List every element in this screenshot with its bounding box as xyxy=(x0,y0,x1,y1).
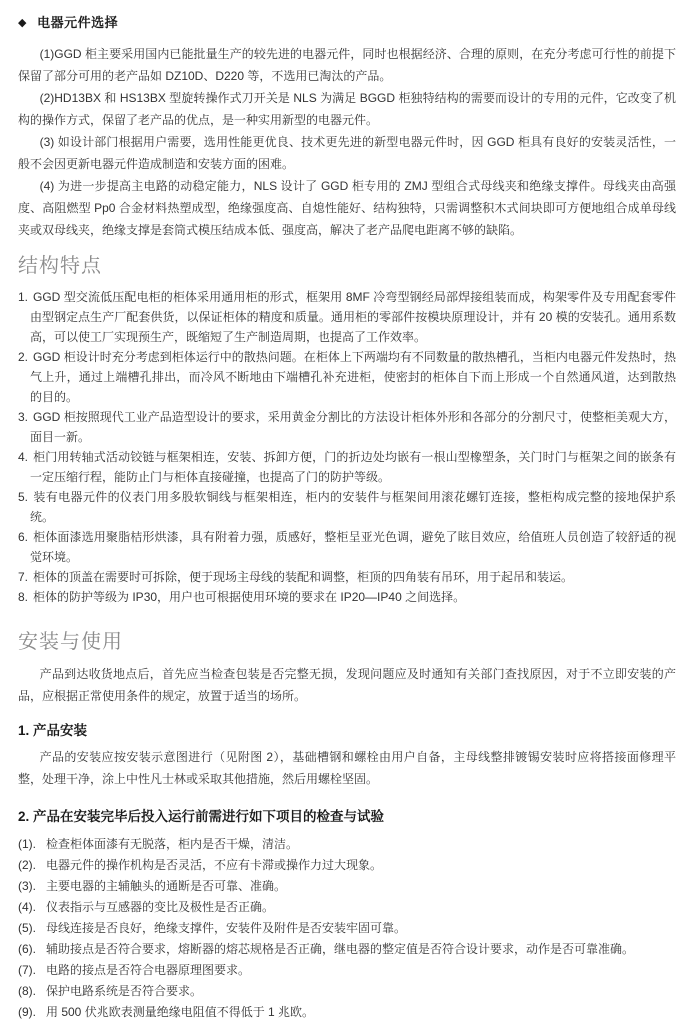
install-intro-paragraph: 产品到达收货地点后，首先应当检查包装是否完整无损，发现问题应及时通知有关部门查找原因，对于不立即安装的产品，应根据正常使用条件的规定，放置于适当的场所。 xyxy=(18,667,676,703)
check-item-2-text: 电器元件的操作机构是否灵活，不应有卡滞或操作力过大现象。 xyxy=(46,858,383,872)
check-item-4-number: (4). xyxy=(18,900,36,914)
check-item-1 xyxy=(18,834,676,854)
structure-item-1-number: 1. xyxy=(18,290,29,304)
structure-item-2-text: GGD 柜设计时充分考虑到柜体运行中的散热问题。在柜体上下两端均有不同数量的散热槽孔，当柜内电器元件发热时，热气上升，通过上端槽孔排出，而冷风不断地由下端槽孔补充进柜，使密封的柜体自下而上形成一个自然通风道，达到散热的目的。 xyxy=(30,350,676,404)
structure-item-4-number: 4. xyxy=(18,450,29,464)
install-sub2-title: 2. 产品在安装完毕后投入运行前需进行如下项目的检查与试验 xyxy=(18,809,385,824)
section-title-components-label: 电器元件选择 xyxy=(37,15,119,30)
structure-item-4-text: 柜门用转轴式活动铰链与框架相连，安装、拆卸方便，门的折边处均嵌有一根山型橡塑条，关门时门与框架之间的嵌条有一定压缩行程，能防止门与柜体直接碰撞，也提高了门的防护等级。 xyxy=(30,450,676,484)
check-item-2 xyxy=(18,855,676,875)
structure-item-4 xyxy=(18,447,676,487)
structure-item-7 xyxy=(18,567,676,587)
structure-item-3 xyxy=(18,407,676,447)
structure-item-2-number: 2. xyxy=(18,350,29,364)
components-paragraph-4: (4) 为进一步提高主电路的动稳定能力，NLS 设计了 GGD 柜专用的 ZMJ 型组合式母线夹和绝缘支撑件。母线夹由高强度、高阻燃型 Pp0 合金材料热塑成型，绝缘强度高、自熄性能好、结构独特，只需调整积木式间块即可方便地组合成单母线夹或双母线夹，绝缘支撑是套筒式模压结成本低、强度高，解决了老产品爬电距离不够的缺陷。 xyxy=(18,179,676,237)
structure-item-7-number: 7. xyxy=(18,570,29,584)
check-item-4-text: 仪表指示与互感器的变比及极性是否正确。 xyxy=(46,900,275,914)
diamond-bullet-icon: ◆ xyxy=(18,17,27,29)
install-sub1-title: 1. 产品安装 xyxy=(18,723,88,738)
structure-item-8 xyxy=(18,587,676,607)
structure-item-1-text: GGD 型交流低压配电柜的柜体采用通用柜的形式，框架用 8MF 冷弯型钢经局部焊接组装而成，构架零件及专用配套零件由型钢定点生产厂配套供货，以保证柜体的精度和质量。通用柜的零部件按模块原理设计，并有 20 模的安装孔。通用系数高，可以使工厂实现预生产，既缩短了生产制造周期，也提高了工作效率。 xyxy=(30,290,676,344)
check-item-5-text: 母线连接是否良好，绝缘支撑件，安装件及附件是否安装牢固可靠。 xyxy=(46,921,407,935)
check-item-7 xyxy=(18,960,676,980)
check-item-3 xyxy=(18,876,676,896)
check-item-6-number: (6). xyxy=(18,942,36,956)
structure-item-5 xyxy=(18,487,676,527)
check-item-6 xyxy=(18,939,676,959)
check-item-5 xyxy=(18,918,676,938)
check-item-3-number: (3). xyxy=(18,879,36,893)
structure-item-1 xyxy=(18,287,676,347)
check-item-7-text: 电路的接点是否符合电器原理图要求。 xyxy=(46,963,251,977)
structure-item-2 xyxy=(18,347,676,407)
check-item-8-text: 保护电路系统是否符合要求。 xyxy=(46,984,203,998)
components-paragraph-1: (1)GGD 柜主要采用国内已能批量生产的较先进的电器元件，同时也根据经济、合理的原则，在充分考虑可行性的前提下保留了部分可用的老产品如 DZ10D、D220 等，不选用已淘汰的产品。 xyxy=(18,47,676,83)
structure-item-6-text: 柜体面漆选用聚脂桔形烘漆，具有附着力强，质感好，整柜呈亚光色调，避免了眩目效应，给值班人员创造了较舒适的视觉环境。 xyxy=(30,530,676,564)
check-item-8 xyxy=(18,981,676,1001)
check-item-1-text: 检查柜体面漆有无脱落，柜内是否干燥，清洁。 xyxy=(46,837,299,851)
section-title-components xyxy=(18,12,676,31)
structure-item-5-number: 5. xyxy=(18,490,29,504)
section-title-install: 安装与使用 xyxy=(18,631,123,653)
check-item-9-number: (9). xyxy=(18,1005,36,1019)
structure-item-7-text: 柜体的顶盖在需要时可拆除，便于现场主母线的装配和调整，柜顶的四角装有吊环，用于起吊和装运。 xyxy=(33,570,574,584)
check-item-9 xyxy=(18,1002,676,1022)
structure-item-3-number: 3. xyxy=(18,410,29,424)
check-item-8-number: (8). xyxy=(18,984,36,998)
components-paragraph-2: (2)HD13BX 和 HS13BX 型旋转操作式刀开关是 NLS 为满足 BGGD 柜独特结构的需要而设计的专用的元件，它改变了机构的操作方式，保留了老产品的优点，是一种实用新型的电器元件。 xyxy=(18,91,676,127)
check-item-6-text: 辅助接点是否符合要求，熔断器的熔芯规格是否正确，继电器的整定值是否符合设计要求，动作是否可靠准确。 xyxy=(46,942,635,956)
structure-item-3-text: GGD 柜按照现代工业产品造型设计的要求，采用黄金分割比的方法设计柜体外形和各部分的分割尺寸，使整柜美观大方，面目一新。 xyxy=(30,410,676,444)
check-item-3-text: 主要电器的主辅触头的通断是否可靠、准确。 xyxy=(46,879,287,893)
section-title-structure: 结构特点 xyxy=(18,255,102,277)
check-item-7-number: (7). xyxy=(18,963,36,977)
check-item-5-number: (5). xyxy=(18,921,36,935)
install-sub1-paragraph: 产品的安装应按安装示意图进行（见附图 2），基础槽钢和螺栓由用户自备，主母线整排镀锡安装时应将搭接面修理平整，处理干净，涂上中性凡士林或采取其他措施，然后用螺栓坚固。 xyxy=(18,750,676,786)
structure-item-5-text: 装有电器元件的仪表门用多股软铜线与框架相连，柜内的安装件与框架间用滚花螺钉连接，整柜构成完整的接地保护系统。 xyxy=(30,490,676,524)
structure-item-6 xyxy=(18,527,676,567)
components-paragraph-3: (3) 如设计部门根据用户需要，选用性能更优良、技术更先进的新型电器元件时，因 GGD 柜具有良好的安装灵活性，一般不会因更新电器元件造成制造和安装方面的困难。 xyxy=(18,135,676,171)
structure-item-8-text: 柜体的防护等级为 IP30，用户也可根据使用环境的要求在 IP20—IP40 之间选择。 xyxy=(33,590,466,604)
check-item-9-text: 用 500 伏兆欧表测量绝缘电阻值不得低于 1 兆欧。 xyxy=(46,1005,315,1019)
check-item-2-number: (2). xyxy=(18,858,36,872)
check-item-1-number: (1). xyxy=(18,837,36,851)
check-item-4 xyxy=(18,897,676,917)
structure-item-8-number: 8. xyxy=(18,590,29,604)
structure-item-6-number: 6. xyxy=(18,530,29,544)
